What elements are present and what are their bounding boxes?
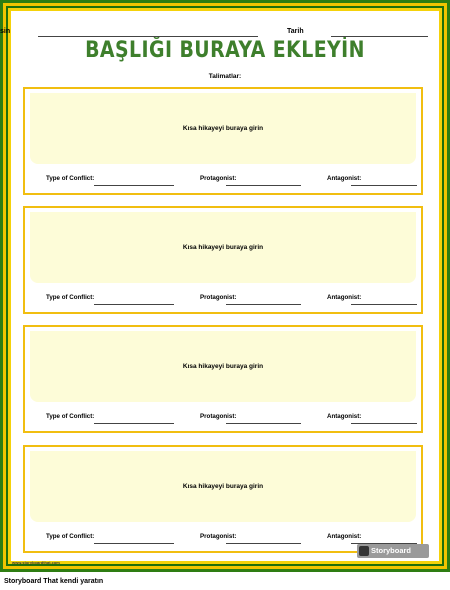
story-card [23, 445, 423, 553]
story-card [23, 206, 423, 314]
page-title[interactable]: BAŞLIĞI BURAYA EKLEYİN [85, 38, 365, 63]
storyboard-logo-icon [359, 546, 369, 556]
date-label: Tarih [287, 28, 304, 35]
story-box[interactable] [30, 331, 416, 402]
conflict-field[interactable] [94, 543, 174, 544]
conflict-label: Type of Conflict: [46, 533, 95, 540]
logo-text: Storyboard [371, 546, 412, 555]
footer-url: www.storyboardthat.com [12, 560, 60, 565]
protagonist-label: Protagonist: [200, 175, 237, 182]
instructions-label[interactable]: Talimatlar: [208, 73, 242, 80]
story-placeholder: Kısa hikayeyi buraya girin [182, 244, 264, 251]
antagonist-label: Antagonist: [327, 294, 362, 301]
conflict-field[interactable] [94, 423, 174, 424]
antagonist-field[interactable] [351, 304, 417, 305]
storyboard-logo [357, 544, 429, 558]
protagonist-field[interactable] [226, 185, 301, 186]
conflict-label: Type of Conflict: [46, 175, 95, 182]
worksheet-page [0, 11, 439, 565]
antagonist-label: Antagonist: [327, 413, 362, 420]
conflict-field[interactable] [94, 304, 174, 305]
protagonist-field[interactable] [226, 423, 301, 424]
story-card [23, 325, 423, 433]
antagonist-field[interactable] [351, 423, 417, 424]
create-your-own-link[interactable]: Storyboard That kendi yaratın [4, 578, 104, 585]
story-placeholder: Kısa hikayeyi buraya girin [182, 125, 264, 132]
protagonist-label: Protagonist: [200, 294, 237, 301]
conflict-label: Type of Conflict: [46, 294, 95, 301]
story-box[interactable] [30, 451, 416, 522]
antagonist-field[interactable] [351, 185, 417, 186]
story-box[interactable] [30, 93, 416, 164]
antagonist-label: Antagonist: [327, 533, 362, 540]
story-card [23, 87, 423, 195]
story-placeholder: Kısa hikayeyi buraya girin [182, 363, 264, 370]
conflict-label: Type of Conflict: [46, 413, 95, 420]
name-label: sin [0, 28, 11, 35]
conflict-field[interactable] [94, 185, 174, 186]
protagonist-field[interactable] [226, 543, 301, 544]
protagonist-label: Protagonist: [200, 533, 237, 540]
protagonist-label: Protagonist: [200, 413, 237, 420]
name-field[interactable] [38, 36, 258, 37]
antagonist-label: Antagonist: [327, 175, 362, 182]
date-field[interactable] [331, 36, 428, 37]
story-box[interactable] [30, 212, 416, 283]
protagonist-field[interactable] [226, 304, 301, 305]
story-placeholder: Kısa hikayeyi buraya girin [182, 483, 264, 490]
